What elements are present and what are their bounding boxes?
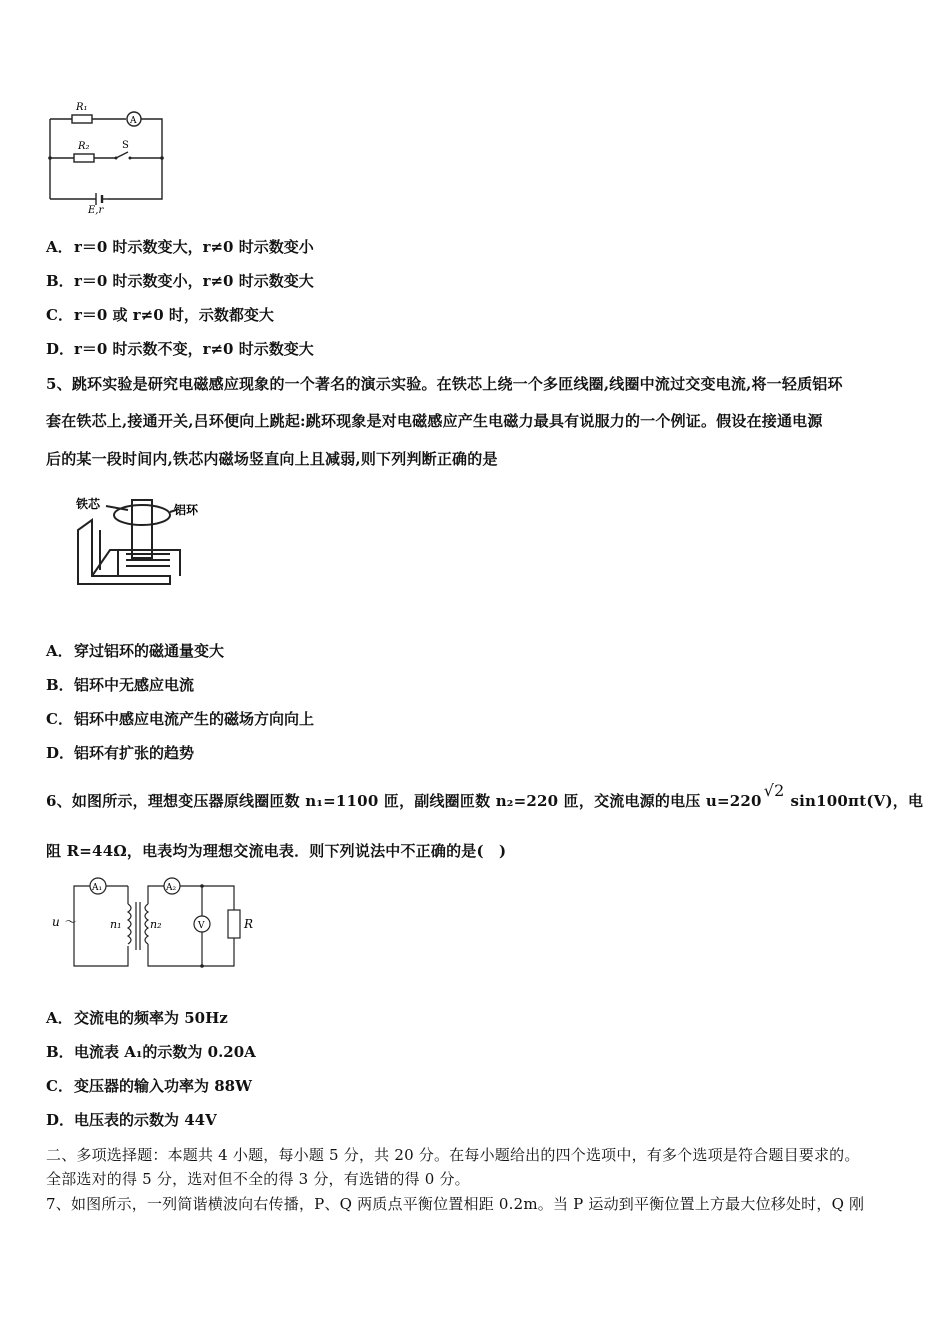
option-label: D．	[46, 744, 75, 762]
q4-option-c	[46, 304, 274, 325]
transformer-diagram	[48, 876, 268, 972]
q6-stem-line-1	[46, 781, 924, 811]
ring-label: 铝环	[174, 503, 199, 517]
q5-stem-line-3: 后的某一段时间内,铁芯内磁场竖直向上且减弱,则下列判断正确的是	[46, 450, 498, 468]
option-text: 铝环中感应电流产生的磁场方向向上	[74, 710, 315, 728]
q6-option-a	[46, 1007, 228, 1028]
q6-option-b	[46, 1041, 256, 1062]
sqrt2: √2	[763, 781, 785, 800]
option-text: 交流电的频率为 50Hz	[74, 1009, 228, 1027]
option-text: 变压器的输入功率为 88W	[74, 1077, 252, 1095]
option-text: r＝0 时示数变小，r≠0 时示数变大	[74, 272, 314, 290]
core-label: 铁芯	[76, 497, 101, 511]
option-text: 铝环中无感应电流	[74, 676, 195, 694]
q6-option-d	[46, 1109, 217, 1130]
option-label: C．	[46, 710, 73, 728]
jumping-ring-diagram	[70, 490, 210, 590]
battery-label: E,r	[88, 205, 104, 215]
option-label: B．	[46, 676, 74, 694]
n2-label: n₂	[150, 918, 162, 931]
option-text: 铝环有扩张的趋势	[74, 744, 195, 762]
option-text: r＝0 时示数不变，r≠0 时示数变大	[74, 340, 314, 358]
q5-option-a	[46, 640, 224, 661]
q5-stem-line-1: 5、跳环实验是研究电磁感应现象的一个著名的演示实验。在铁芯上绕一个多匝线圈,线圈中流过交变电流,将一轻质铝环	[46, 375, 843, 393]
option-label: A．	[46, 642, 73, 660]
q4-option-b	[46, 270, 314, 291]
option-label: D．	[46, 340, 75, 358]
option-text: r＝0 时示数变大，r≠0 时示数变小	[74, 238, 314, 256]
voltmeter-label: V	[198, 921, 205, 931]
source-label: u ～	[52, 915, 76, 929]
q4-option-d	[46, 338, 314, 359]
q6-stem-tail: sin100πt(V)，电	[790, 792, 924, 810]
r2-label: R₂	[78, 141, 90, 152]
option-label: A．	[46, 238, 73, 256]
a1-label: A₁	[92, 883, 103, 893]
r1-label: R₁	[76, 102, 88, 113]
option-label: D．	[46, 1111, 75, 1129]
q6-stem-line-2: 阻 R=44Ω，电表均为理想交流电表．则下列说法中不正确的是( )	[46, 842, 507, 860]
q6-stem-text: 6、如图所示，理想变压器原线圈匝数 n₁=1100 匝，副线圈匝数 n₂=220 匝，交流电源的电压 u=220	[46, 792, 762, 810]
option-label: B．	[46, 1043, 74, 1061]
option-label: C．	[46, 1077, 73, 1095]
section-2-scoring: 全部选对的得 5 分，选对但不全的得 3 分，有选错的得 0 分。	[46, 1170, 470, 1188]
option-text: 穿过铝环的磁通量变大	[74, 642, 225, 660]
circuit-diagram-q4	[40, 95, 170, 215]
q4-option-a	[46, 236, 314, 257]
option-label: B．	[46, 272, 74, 290]
option-label: A．	[46, 1009, 73, 1027]
q7-stem-line-1: 7、如图所示，一列简谐横波向右传播，P、Q 两质点平衡位置相距 0.2m。当 P 运动到平衡位置上方最大位移处时，Q 刚	[46, 1195, 865, 1213]
section-2-heading: 二、多项选择题：本题共 4 小题，每小题 5 分，共 20 分。在每小题给出的四个选项中，有多个选项是符合题目要求的。	[46, 1146, 860, 1164]
n1-label: n₁	[110, 918, 122, 931]
q5-stem-line-2: 套在铁芯上,接通开关,吕环便向上跳起:跳环现象是对电磁感应产生电磁力最具有说服力的一个例证。假设在接通电源	[46, 412, 823, 430]
option-text: 电压表的示数为 44V	[74, 1111, 217, 1129]
option-text: r＝0 或 r≠0 时，示数都变大	[74, 306, 274, 324]
q5-option-c	[46, 708, 314, 729]
resistor-label: R	[244, 917, 254, 931]
switch-label: S	[122, 140, 129, 151]
q5-option-b	[46, 674, 194, 695]
ammeter-label: A	[130, 116, 137, 126]
a2-label: A₂	[166, 883, 177, 893]
q6-option-c	[46, 1075, 252, 1096]
option-label: C．	[46, 306, 73, 324]
q5-option-d	[46, 742, 194, 763]
option-text: 电流表 A₁的示数为 0.20A	[74, 1043, 256, 1061]
